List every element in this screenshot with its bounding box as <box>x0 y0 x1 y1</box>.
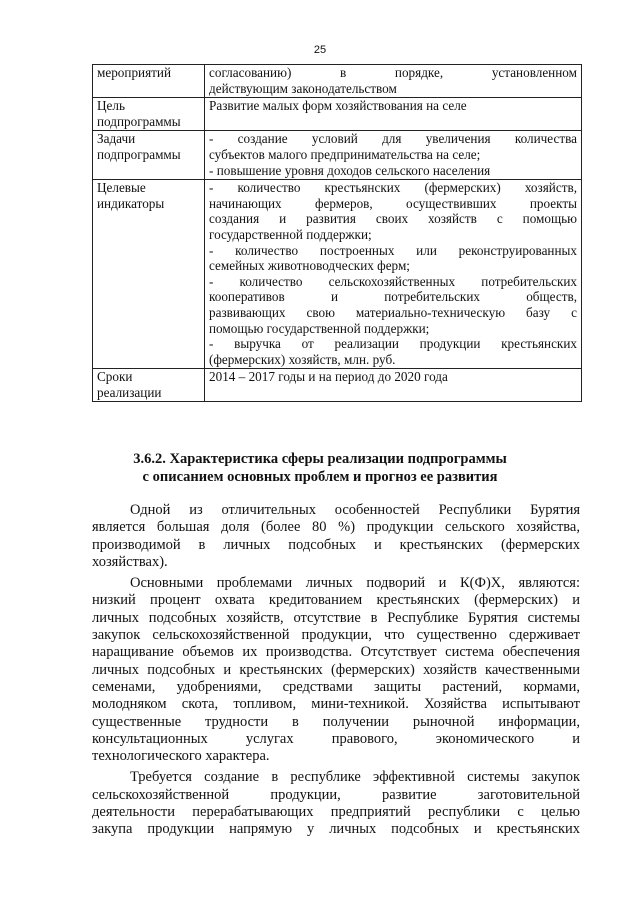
row-value-line: развивающих свою материально-техническую базу с <box>209 304 577 320</box>
row-key <box>93 98 205 131</box>
row-value <box>205 131 582 180</box>
row-key-line: реализации <box>97 384 162 400</box>
paragraph-line: деятельности перерабатывающих предприятий республики с целью <box>92 804 580 821</box>
row-value <box>205 65 582 98</box>
row-value-line: помощью государственной поддержки; <box>209 320 430 336</box>
section-heading-line: с описанием основных проблем и прогноз ее развития <box>142 469 498 485</box>
paragraph-line: закупа продукции напрямую у личных подсобных и крестьянских <box>92 821 580 838</box>
paragraph <box>92 769 580 838</box>
row-value-line: - создание условий для увеличения количества <box>209 131 577 147</box>
table-row <box>93 98 582 131</box>
row-value-line: государственной поддержки; <box>209 226 372 242</box>
row-key <box>93 131 205 180</box>
row-value-line: согласованию) в порядке, установленном <box>209 65 577 80</box>
paragraph <box>92 502 580 571</box>
row-value-line: кооперативов и потребительских обществ, <box>209 289 577 305</box>
paragraph-line: Одной из отличительных особенностей Республики Бурятия <box>130 502 580 518</box>
table-row <box>93 369 582 402</box>
paragraph-line: личных подсобных и крестьянских (фермерских) хозяйств качественными <box>92 661 580 678</box>
row-value <box>205 98 582 131</box>
subprogram-passport-table <box>92 64 582 402</box>
section-heading <box>60 450 580 486</box>
paragraph-line: существенные трудности в получении рыночной информации, <box>92 713 580 730</box>
row-key-line: подпрограммы <box>97 146 181 162</box>
paragraph-line: молодняком скота, топливом, мини-техникой. Хозяйства испытывают <box>92 696 580 713</box>
paragraph-line: личных подсобных хозяйств, отсутствие в Республике Бурятия системы <box>92 609 580 626</box>
paragraph-line: технологического характера. <box>92 748 270 765</box>
row-value-line: создания и развития своих хозяйств с помощью <box>209 211 577 227</box>
paragraph <box>92 575 580 765</box>
row-value-line: (фермерских) хозяйств, млн. руб. <box>209 351 396 367</box>
row-value-line: действующим законодательством <box>209 80 397 96</box>
row-key <box>93 369 205 402</box>
paragraph-line: семенами, удобрениями, средствами защиты растений, кормами, <box>92 678 580 695</box>
table-row <box>93 180 582 369</box>
paragraph-line: является большая доля (более 80 %) продукции сельского хозяйства, <box>92 519 580 536</box>
row-key-line: Сроки <box>97 369 133 385</box>
row-key-line: Задачи <box>97 131 136 147</box>
row-value-line: - повышение уровня доходов сельского населения <box>209 162 491 178</box>
row-value-line: - количество крестьянских (фермерских) хозяйств, <box>209 180 577 196</box>
table-row <box>93 65 582 98</box>
row-value-line: - количество сельскохозяйственных потребительских <box>209 273 577 289</box>
paragraph-line: хозяйствах). <box>92 553 168 570</box>
row-value-line: начинающих фермеров, осуществивших проекты <box>209 195 577 211</box>
body-text <box>92 502 580 839</box>
paragraph-line: консультационных услугах правового, экономического и <box>92 730 580 747</box>
paragraph-line: наращивание объемов их производства. Отсутствует система обеспечения <box>92 644 580 661</box>
paragraph-line: производимой в личных подсобных и крестьянских (фермерских <box>92 536 580 553</box>
row-key-line: индикаторы <box>97 195 165 211</box>
table-row <box>93 131 582 180</box>
row-value-line: Развитие малых форм хозяйствования на селе <box>209 98 467 114</box>
row-key-line: мероприятий <box>97 65 172 80</box>
row-value-line: субъектов малого предпринимательства на селе; <box>209 146 481 162</box>
row-key-line: Цель <box>97 98 125 114</box>
row-value-line: 2014 – 2017 годы и на период до 2020 года <box>209 369 448 385</box>
row-key-line: подпрограммы <box>97 113 181 129</box>
row-key <box>93 65 205 98</box>
row-value-line: семейных животноводческих ферм; <box>209 258 410 274</box>
section-heading-line: 3.6.2. Характеристика сферы реализации подпрограммы <box>133 451 507 467</box>
paragraph-line: низкий процент охвата кредитованием крестьянских (фермерских) и <box>92 592 580 609</box>
paragraph-line: Требуется создание в республике эффективной системы закупок <box>130 769 580 786</box>
row-value-line: - выручка от реализации продукции крестьянских <box>209 336 577 352</box>
row-key-line: Целевые <box>97 180 146 196</box>
paragraph-line: Основными проблемами личных подворий и К(Ф)Х, являются: <box>130 575 580 592</box>
paragraph-line: сельскохозяйственной продукции, развитие заготовительной <box>92 786 580 803</box>
page-number: 25 <box>313 44 327 56</box>
row-key <box>93 180 205 369</box>
row-value-line: - количество построенных или реконструированных <box>209 242 577 258</box>
paragraph-line: закупок сельскохозяйственной продукции, что существенно сдерживает <box>92 627 580 644</box>
row-value <box>205 369 582 402</box>
row-value <box>205 180 582 369</box>
